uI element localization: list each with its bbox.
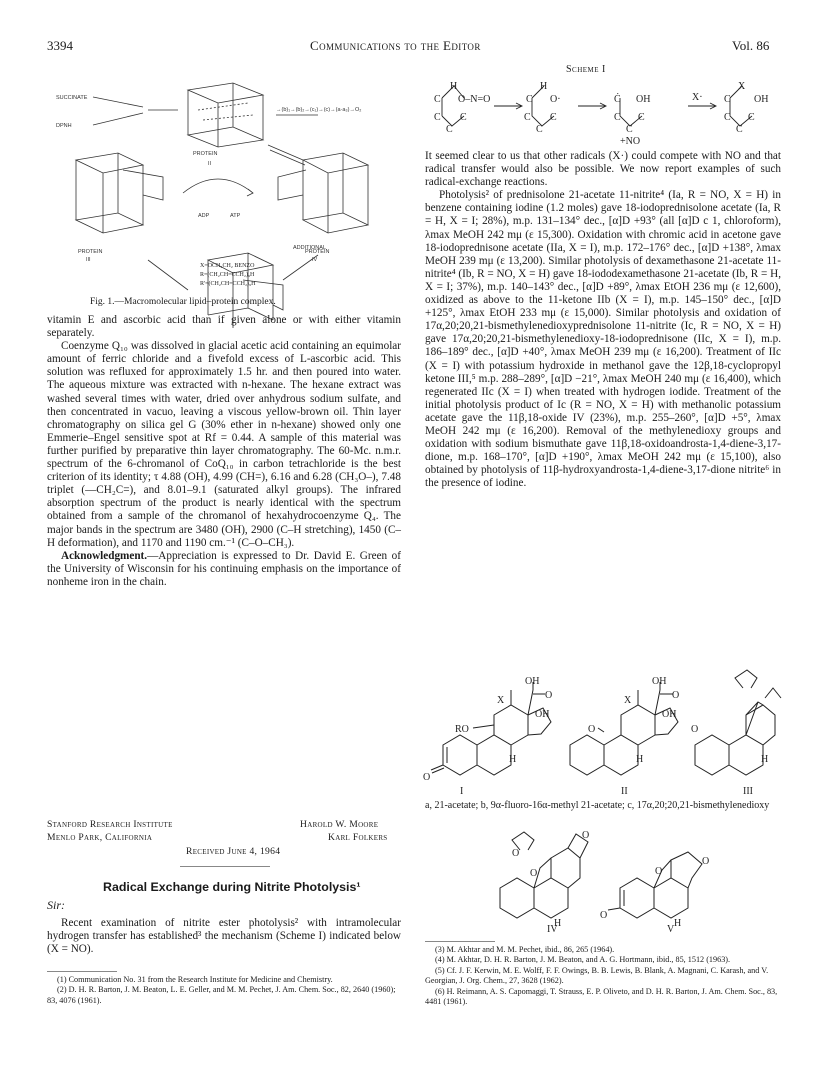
- svg-text:H: H: [450, 81, 458, 92]
- o-label: O: [545, 690, 553, 701]
- succinate-label: SUCCINATE: [56, 95, 88, 101]
- h-label: H: [761, 754, 769, 765]
- scheme-i-diagram: [430, 76, 790, 146]
- footnote-rule: [425, 941, 495, 942]
- acknowledgment-heading: Acknowledgment.: [61, 549, 148, 562]
- r-definition: R=(CH₂CH=CCH₂)₉H: [200, 272, 255, 278]
- x-label: X: [624, 695, 632, 706]
- x-label: X: [497, 695, 505, 706]
- roman-ii-label: II: [208, 161, 212, 167]
- structure-label-iv: IV: [547, 924, 558, 935]
- o-label: O: [655, 866, 663, 877]
- figure-1-definitions: [200, 262, 320, 289]
- svg-text:C: C: [748, 112, 755, 123]
- paragraph: vitamin E and ascorbic acid than if given alone or with either vitamin separately.: [47, 314, 401, 340]
- footnote: (2) D. H. R. Barton, J. M. Beaton, L. E. Geller, and M. M. Pechet, J. Am. Chem. Soc., 82, 2640 (1960); 83, 4076 (1961).: [47, 985, 396, 1005]
- protein-label-left: PROTEIN: [78, 249, 103, 255]
- right-footnotes: [425, 945, 781, 1007]
- article-intro: [47, 917, 401, 956]
- footnote: (4) M. Akhtar, D. H. R. Barton, J. M. Beaton, and A. G. Hortmann, ibid., 85, 1512 (1963).: [435, 955, 731, 965]
- o-label: O: [512, 848, 520, 859]
- structure-label-i: I: [460, 786, 464, 797]
- right-column-body: [425, 150, 781, 490]
- scheme-oh-1: OH: [636, 94, 651, 105]
- volume: Vol. 86: [732, 38, 770, 53]
- o-label: O: [691, 724, 699, 735]
- roman-iv-label: IV: [312, 257, 318, 263]
- o-label: O: [530, 868, 538, 879]
- running-title: Communications to the Editor: [310, 38, 481, 53]
- paragraph: It seemed clear to us that other radicals (X·) could compete with NO and that radical transfer would also be possible. We now report examples of such radical-exchange reactions.: [425, 150, 781, 189]
- oh-label: OH: [535, 709, 550, 720]
- o-label: O: [600, 910, 608, 921]
- footnote: (5) Cf. J. F. Kerwin, M. E. Wolff, F. F. Owings, B. B. Lewis, B. Blank, A. Magnani, C. Karash, and V. Georgian, J. Org. Chem., 27, 3628 (1962).: [425, 965, 769, 986]
- ro-label: RO: [455, 724, 469, 735]
- o-label: O: [588, 724, 596, 735]
- rprime-definition: R'=(CH₂CH=CCH₂)₉H: [200, 281, 256, 287]
- scheme-title: Scheme I: [566, 64, 606, 75]
- atp-label: ATP: [230, 213, 241, 219]
- structure-label-iii: III: [743, 786, 753, 797]
- salutation: Sir:: [47, 898, 65, 912]
- svg-text:C: C: [526, 94, 533, 105]
- footnote: (3) M. Akhtar and M. M. Pechet, ibid., 86, 265 (1964).: [435, 945, 615, 954]
- structure-label-ii: II: [621, 786, 628, 797]
- o-label: O: [702, 856, 710, 867]
- structures-iv-v: [480, 828, 730, 933]
- scheme-x-radical: X·: [692, 92, 703, 103]
- svg-text:C: C: [550, 112, 557, 123]
- article-title: Radical Exchange during Nitrite Photolysis¹: [103, 880, 361, 894]
- svg-text:C: C: [446, 124, 453, 135]
- institute: Stanford Research Institute: [47, 819, 173, 830]
- author-1: Harold W. Moore: [300, 819, 379, 830]
- structures-i-ii-iii: [425, 670, 781, 795]
- o-label: O: [423, 772, 431, 783]
- oh-label: OH: [662, 709, 677, 720]
- o-label: O: [672, 690, 680, 701]
- footnote-rule: [47, 971, 117, 972]
- protein-label-right: PROTEIN: [305, 249, 330, 255]
- svg-text:C: C: [536, 124, 543, 135]
- figure-1-caption: Fig. 1.—Macromolecular lipid–protein complex.: [90, 297, 276, 307]
- scheme-no-group: O–N=O: [458, 94, 491, 105]
- left-footnotes: [47, 975, 401, 1006]
- h-label: H: [636, 754, 644, 765]
- h-label: H: [554, 918, 562, 929]
- svg-text:C: C: [736, 124, 743, 135]
- svg-text:C: C: [434, 112, 441, 123]
- dpnh-label: DPNH: [56, 123, 72, 129]
- svg-text:H: H: [540, 81, 548, 92]
- svg-text:C: C: [524, 112, 531, 123]
- svg-text:Ċ: Ċ: [614, 94, 621, 105]
- scheme-oxy-radical: O·: [550, 94, 561, 105]
- x-definition: X=OCH₂CH₂ BENZO: [200, 263, 255, 269]
- h-label: H: [674, 918, 682, 929]
- divider: [180, 866, 270, 867]
- o-label: O: [582, 830, 590, 841]
- left-column-body: [47, 314, 401, 589]
- svg-text:X: X: [738, 81, 746, 92]
- oh-label: OH: [525, 676, 540, 687]
- svg-text:C: C: [614, 112, 621, 123]
- author-2: Karl Folkers: [328, 832, 388, 843]
- protein-label-top: PROTEIN: [193, 151, 218, 157]
- received-date: Received June 4, 1964: [186, 846, 281, 857]
- structure-legend: a, 21-acetate; b, 9α-fluoro-16α-methyl 21-acetate; c, 17α,20;20,21-bismethylenedioxy: [425, 800, 770, 811]
- footnote: (1) Communication No. 31 from the Research Institute for Medicine and Chemistry.: [57, 975, 333, 984]
- acknowledgment-text: —Appreciation is expressed to Dr. David E. Green of the University of Wisconsin for his continuing emphasis on the importance of nonheme iron in the chain.: [47, 549, 401, 588]
- oh-label: OH: [652, 676, 667, 687]
- paragraph: Photolysis² of prednisolone 21-acetate 11-nitrite⁴ (Ia, R = NO, X = H) in benzene containing iodine (1.2 moles) gave 18-iodoprednisolone acetate (Ia, R = H, X = I; 28%), m.p. 131–134° dec., [α]D +93° (all [α]D c 1, chloroform), λmax MeOH 242 mμ (ε 15,300). Oxidation with chromic acid in acetone gave 18-iodoprednisone acetate (IIa, X = I), m.p. 172–176° dec., [α]D +138°, λmax MeOH 239 mμ (ε 13,200). Similar photolysis of dexamethasone 21-acetate 11-nitrite⁴ (Ib, R = NO, X = H) gave 18-iododexamethasone 21-acetate (Ib, R = H, X = I; 37%), m.p. 140–143° dec., [α]D +89°, λmax EtOH 236 mμ (ε 12,600), oxidized as above to the 11-ketone IIb (X = I), m.p. 145–150° dec., [α]D +125°, λmax EtOH 233 mμ (ε 15,000). Similar photolysis and oxidation of 17α,20;20,21-bismethylenedioxyprednisolone 11-nitrite (Ic, R = NO, X = H) gave 17α,20;20,21-bismethylenedioxy-18-iodoprednisone (IIc, X = I), m.p. 186–189° dec., [α]D +40°, λmax MeOH 239 mμ (ε 16,200). Treatment of IIc (X = I) with potassium hydroxide in methanol gave the 12β,18-cyclopropyl ketone III,⁵ m.p. 288–289°, [α]D −21°, λmax MeOH 240 mμ (ε 16,400), which regenerated IIc (X = I) when treated with hydrogen iodide. Treatment of the initial photolysis product of Ic (R = NO, X = H) with methanolic potassium acetate gave the 11β,18-oxide IV (23%), m.p. 255–260°, [α]D +5°, λmax MeOH 242 mμ (ε 16,200). Removal of the methylenedioxy groups and oxidation with sodium bismuthate gave 11β,18-oxidoandrosta-1,4-diene-3,17-dione, m.p. 168–170°, [α]D +190°, λmax MeOH 242 mμ (ε 15,100), also obtained by photolysis of 11β-hydroxyandrosta-1,4-diene-3,17-dione nitrite⁶ in the presence of iodine.: [425, 189, 781, 490]
- page-number: 3394: [47, 38, 73, 53]
- adp-label: ADP: [198, 213, 210, 219]
- paragraph: Coenzyme Q₁₀ was dissolved in glacial acetic acid containing an equimolar amount of ferric chloride and a fivefold excess of L-ascorbic acid. This solution was refluxed for approximately 1.5 hr. and then poured into water. The aqueous mixture was extracted with n-hexane. The hexane extract was washed several times with water, dried over anhydrous sodium sulfate, and then concentrated in vacuo, leaving a viscous yellow-brown oil. Thin layer chromatography on silica gel G (30% ether in n-hexane) showed only one Emmerie–Engel sensitive spot at Rf = 0.44. A sample of this material was further purified by preparative thin layer chromatography. The 60-Mc. n.m.r. spectrum of the 6-chromanol of CoQ₁₀ in carbon tetrachloride is the best criterion of its identity; τ 4.88 (OH), 4.99 (CH=), 6.16 and 6.28 (CH₃O–), 7.48 triplet (—CH₂C=), and 8.01–9.1 (saturated alkyl groups). The infrared absorption spectrum of the product is nearly identical with the spectrum obtained from a sample of the chromanol of hexahydrocoenzyme Q₄. The major bands in the spectrum are 3480 (OH), 2900 (C–H stretching), 1450 (C–H deformation), and 1170 and 1190 cm.⁻¹ (C–O–CH₃).: [47, 340, 401, 549]
- h-label: H: [509, 754, 517, 765]
- svg-text:C: C: [626, 124, 633, 135]
- paragraph: Recent examination of nitrite ester photolysis² with intramolecular hydrogen transfer has established³ the mechanism (Scheme I) indicated below (X = NO).: [47, 917, 401, 956]
- scheme-plus-no: +NO: [620, 136, 641, 147]
- svg-text:C: C: [724, 112, 731, 123]
- roman-iii-label: III: [86, 257, 91, 263]
- svg-text:C: C: [434, 94, 441, 105]
- acknowledgment-paragraph: [47, 550, 401, 589]
- city: Menlo Park, California: [47, 832, 153, 843]
- svg-text:C: C: [724, 94, 731, 105]
- additional-label: ADDITIONAL: [293, 245, 327, 251]
- scheme-oh-2: OH: [754, 94, 769, 105]
- svg-text:C: C: [460, 112, 467, 123]
- footnote: (6) H. Reimann, A. S. Capomaggi, T. Strauss, E. P. Oliveto, and D. H. R. Barton, J. Am. Chem. Soc., 83, 4481 (1961).: [425, 986, 778, 1007]
- svg-text:C: C: [638, 112, 645, 123]
- electron-chain-label: →(b)₁→(b)₂→(c₁)→(c)→(a·a₃)→O₂: [276, 107, 362, 113]
- structure-label-v: V: [667, 924, 675, 935]
